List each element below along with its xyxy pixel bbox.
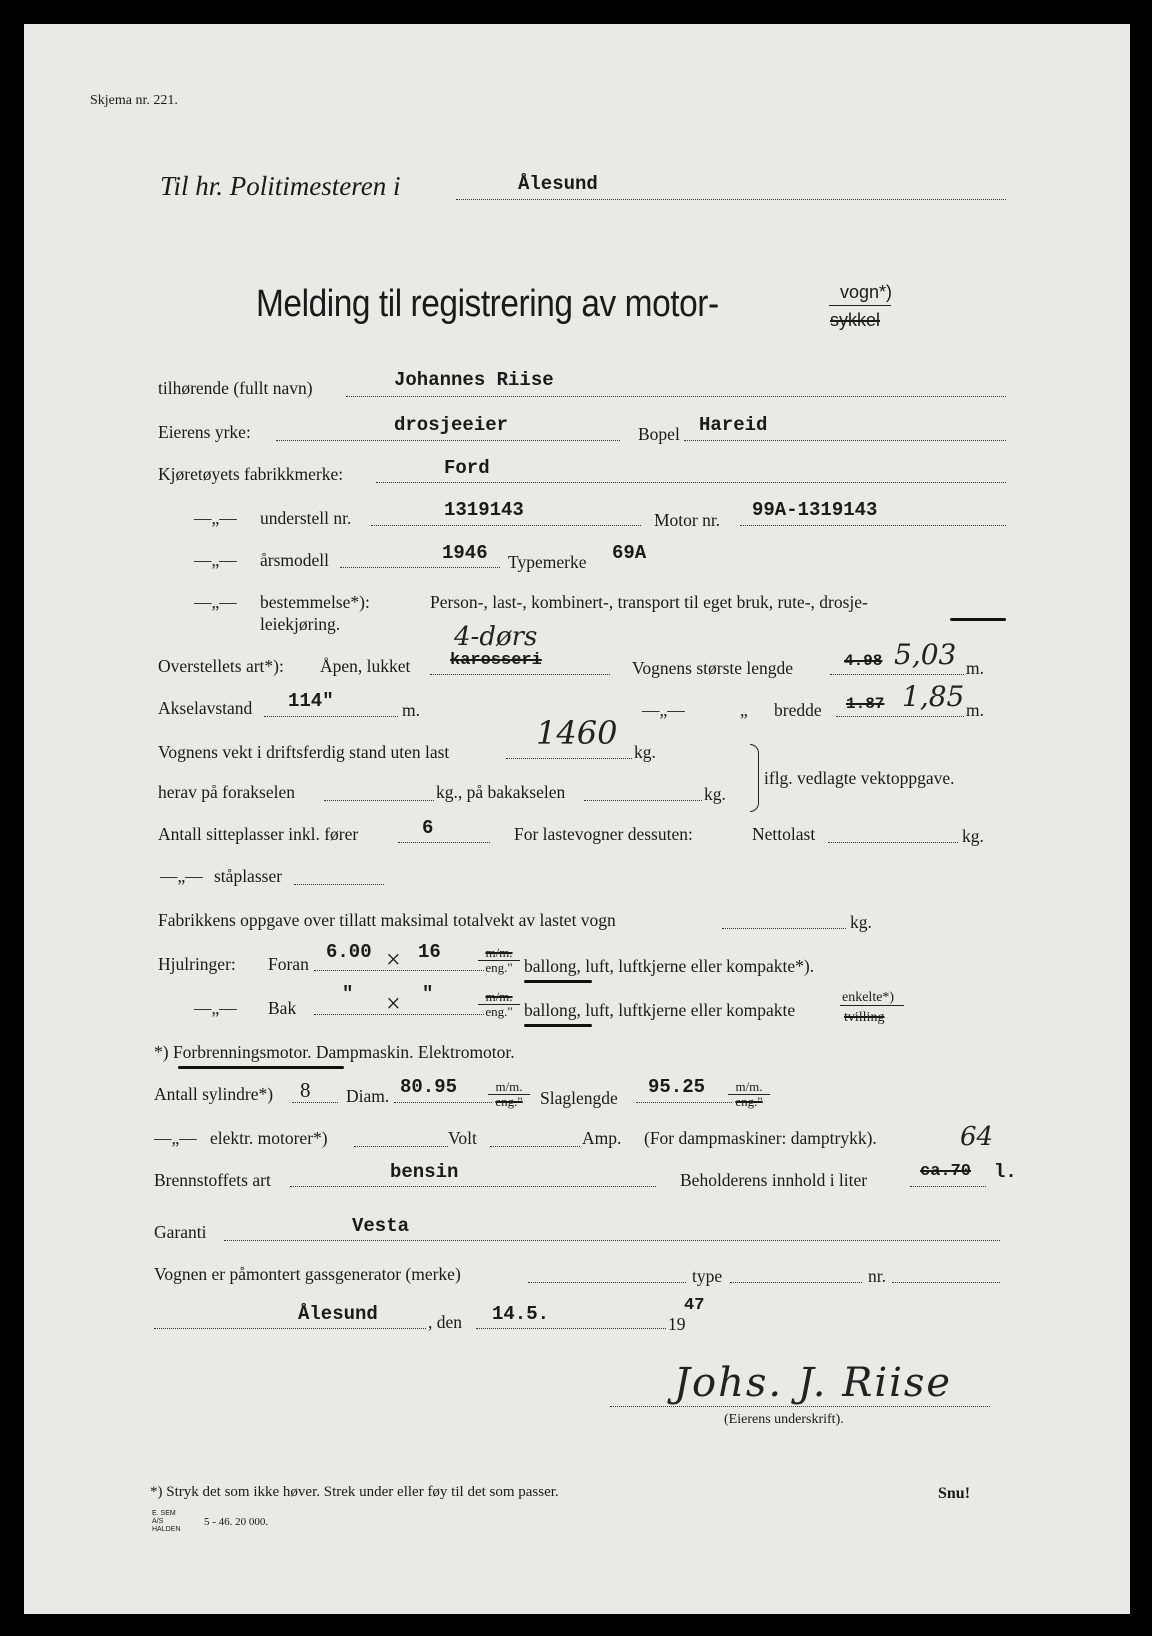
purpose-options-2: leiekjøring. (260, 614, 341, 634)
purpose-label: bestemmelse*): (260, 592, 370, 612)
weight-label: Vognens vekt i driftsferdig stand uten last (158, 742, 450, 762)
addressee-line (456, 199, 1006, 200)
volt-label: Volt (448, 1128, 477, 1148)
year-value: 1946 (442, 542, 488, 564)
type-label: Typemerke (508, 552, 587, 572)
title-option-vogn: vogn*) (840, 282, 893, 302)
times-sign: × (386, 989, 401, 1018)
length-line (830, 674, 964, 675)
title-fraction-line (829, 305, 891, 306)
width-ditto: —„— (642, 700, 685, 720)
addressee-label: Til hr. Politimesteren i (160, 171, 401, 201)
motor-line (740, 525, 1006, 526)
front-tyre-kinds: ballong, luft, luftkjerne eller kompakte*). (524, 956, 815, 976)
place-line (154, 1328, 426, 1329)
single-tyre: enkelte*) (842, 990, 895, 1005)
rear-tyre-label: Bak (268, 998, 297, 1018)
seats-label: Antall sitteplasser inkl. fører (158, 824, 359, 844)
standing-line (294, 884, 384, 885)
wheelbase-value: 114" (288, 690, 334, 712)
chassis-label: understell nr. (260, 508, 352, 528)
print-number: 5 - 46. 20 000. (204, 1516, 269, 1528)
rear-axle-label: kg., på bakakselen (436, 782, 566, 802)
fuel-line (290, 1186, 656, 1187)
length-struck: 4.98 (844, 652, 883, 670)
width-quote: „ (740, 700, 748, 720)
motor-label: Motor nr. (654, 510, 721, 530)
occupation-value: drosjeeier (394, 414, 509, 436)
diameter-unit: m/m. eng." (488, 1080, 530, 1109)
gas-type-line (730, 1282, 862, 1283)
weight-line (506, 758, 632, 759)
max-weight-unit: kg. (850, 912, 872, 932)
make-label: Kjøretøyets fabrikkmerke: (158, 464, 344, 484)
fuel-value: bensin (390, 1161, 459, 1183)
gas-type-label: type (692, 1266, 723, 1286)
gas-label: Vognen er påmontert gassgenerator (merke) (154, 1264, 461, 1284)
front-axle-line (324, 800, 434, 801)
width-struck: 1.87 (846, 695, 885, 713)
diameter-line (394, 1102, 492, 1103)
max-weight-label: Fabrikkens oppgave over tillatt maksimal totalvekt av lastet vogn (158, 910, 616, 930)
occupation-label: Eierens yrke: (158, 422, 251, 442)
twin-tyre: tvilling (844, 1010, 885, 1025)
engine-kinds: *) Forbrenningsmotor. Dampmaskin. Elektromotor. (154, 1042, 515, 1062)
year-prefix: 19 (668, 1314, 686, 1334)
page-title: Melding til registrering av motor- (256, 283, 719, 325)
tank-line (910, 1186, 986, 1187)
body-struck-value: karosseri (450, 651, 542, 670)
turn-over-note: Snu! (938, 1485, 971, 1502)
purpose-options: Person-, last-, kombinert-, transport til eget bruk, rute-, drosje- (430, 592, 868, 612)
insurance-label: Garanti (154, 1222, 207, 1242)
owner-name-line (346, 396, 1006, 397)
stroke-value: 95.25 (648, 1076, 706, 1098)
residence-label: Bopel (638, 424, 680, 444)
year-suffix: 47 (684, 1296, 705, 1315)
weight-handwritten: 1460 (536, 714, 618, 752)
ditto-mark: —„— (194, 550, 237, 570)
weight-unit: kg. (634, 742, 656, 762)
seats-line (398, 842, 490, 843)
front-tyre-diameter: 16 (418, 941, 441, 963)
form-number: Skjema nr. 221. (90, 93, 178, 108)
wheelbase-label: Akselavstand (158, 698, 253, 718)
owner-name-label: tilhørende (fullt navn) (158, 378, 313, 398)
rear-tyre-line (314, 1014, 484, 1015)
make-value: Ford (444, 457, 490, 479)
body-label: Overstellets art*): (158, 656, 284, 676)
electric-line (354, 1146, 448, 1147)
body-options: Åpen, lukket (320, 656, 411, 676)
length-unit: m. (966, 658, 984, 678)
gas-nr-line (892, 1282, 1000, 1283)
tank-struck: ca.70 (920, 1162, 972, 1181)
rear-tyre-diameter: " (422, 983, 434, 1005)
wheelbase-unit: m. (402, 700, 420, 720)
rear-tyre-kinds: ballong, luft, luftkjerne eller kompakte (524, 1000, 796, 1020)
residence-line (684, 440, 1006, 441)
front-tyre-width: 6.00 (326, 941, 372, 963)
length-label: Vognens største lengde (632, 658, 794, 678)
rear-tyre-width: " (342, 983, 354, 1005)
den-label: , den (428, 1312, 463, 1332)
front-tyre-label: Foran (268, 954, 309, 974)
front-axle-label: herav på forakselen (158, 782, 296, 802)
weight-note: iflg. vedlagte vektoppgave. (764, 768, 955, 788)
tank-handwritten: 64 (960, 1122, 994, 1152)
chassis-value: 1319143 (444, 499, 524, 521)
electric-label: elektr. motorer*) (210, 1128, 328, 1148)
front-tyre-unit: m/m. eng." (478, 946, 520, 975)
cylinders-value: 8 (300, 1078, 311, 1102)
title-option-sykkel: sykkel (830, 310, 881, 330)
balloon-underline (524, 980, 592, 983)
purpose-underline (950, 618, 1006, 621)
tank-label: Beholderens innhold i liter (680, 1170, 868, 1190)
stroke-line (636, 1102, 732, 1103)
tank-unit: l. (994, 1161, 1017, 1183)
volt-line (490, 1146, 580, 1147)
balloon-underline (524, 1024, 592, 1027)
max-weight-line (722, 928, 846, 929)
width-line (836, 716, 964, 717)
times-sign: × (386, 945, 401, 974)
cylinders-label: Antall sylindre*) (154, 1084, 274, 1104)
ditto-mark: —„— (154, 1128, 197, 1148)
bracket (750, 744, 759, 812)
rear-tyre-unit: m/m. eng." (478, 990, 520, 1019)
cylinders-line (292, 1102, 338, 1103)
payload-line (828, 842, 958, 843)
form-sheet (24, 24, 1130, 1614)
amp-label: Amp. (582, 1128, 622, 1148)
body-line (430, 674, 610, 675)
residence-value: Hareid (699, 414, 768, 436)
signature-line (610, 1406, 990, 1407)
stroke-unit: m/m. eng." (728, 1080, 770, 1109)
length-handwritten: 5,03 (894, 638, 957, 671)
tyres-label: Hjulringer: (158, 954, 236, 974)
combustion-underline (178, 1066, 344, 1069)
payload-unit: kg. (962, 826, 984, 846)
footnote: *) Stryk det som ikke høver. Strek under eller føy til det som passer. (150, 1484, 559, 1500)
width-handwritten: 1,85 (902, 680, 965, 713)
gas-nr-label: nr. (868, 1266, 886, 1286)
width-unit: m. (966, 700, 984, 720)
tyre-fraction-line (840, 1005, 904, 1006)
steam-label: (For dampmaskiner: damptrykk). (644, 1128, 877, 1148)
year-label: årsmodell (260, 550, 330, 570)
ditto-mark: —„— (194, 998, 237, 1018)
lorry-label: For lastevogner dessuten: (514, 824, 693, 844)
insurance-value: Vesta (352, 1215, 410, 1237)
chassis-line (371, 525, 641, 526)
body-handwritten: 4-dørs (454, 622, 538, 652)
date-line (476, 1328, 666, 1329)
printer-mark: E. SEM A/S HALDEN (152, 1510, 181, 1533)
owner-name-value: Johannes Riise (394, 369, 554, 391)
ditto-mark: —„— (160, 866, 203, 886)
diameter-label: Diam. (346, 1086, 390, 1106)
gas-make-line (528, 1282, 686, 1283)
seats-value: 6 (422, 817, 434, 839)
front-tyre-line (314, 970, 484, 971)
addressee-value: Ålesund (518, 173, 598, 195)
make-line (376, 482, 1006, 483)
rear-axle-line (584, 800, 702, 801)
fuel-label: Brennstoffets art (154, 1170, 271, 1190)
date-value: 14.5. (492, 1303, 550, 1325)
wheelbase-line (264, 716, 398, 717)
ditto-mark: —„— (194, 592, 237, 612)
insurance-line (224, 1240, 1000, 1241)
payload-label: Nettolast (752, 824, 816, 844)
occupation-line (276, 440, 620, 441)
motor-value: 99A-1319143 (752, 499, 878, 521)
owner-signature: Johs. J. Riise (674, 1360, 953, 1406)
year-line (340, 567, 500, 568)
ditto-mark: —„— (194, 508, 237, 528)
signature-caption: (Eierens underskrift). (724, 1412, 844, 1427)
diameter-value: 80.95 (400, 1076, 458, 1098)
type-value: 69A (612, 542, 647, 564)
place-value: Ålesund (298, 1303, 378, 1325)
width-label: bredde (774, 700, 822, 720)
stroke-label: Slaglengde (540, 1088, 618, 1108)
rear-axle-unit: kg. (704, 784, 726, 804)
standing-label: ståplasser (214, 866, 283, 886)
